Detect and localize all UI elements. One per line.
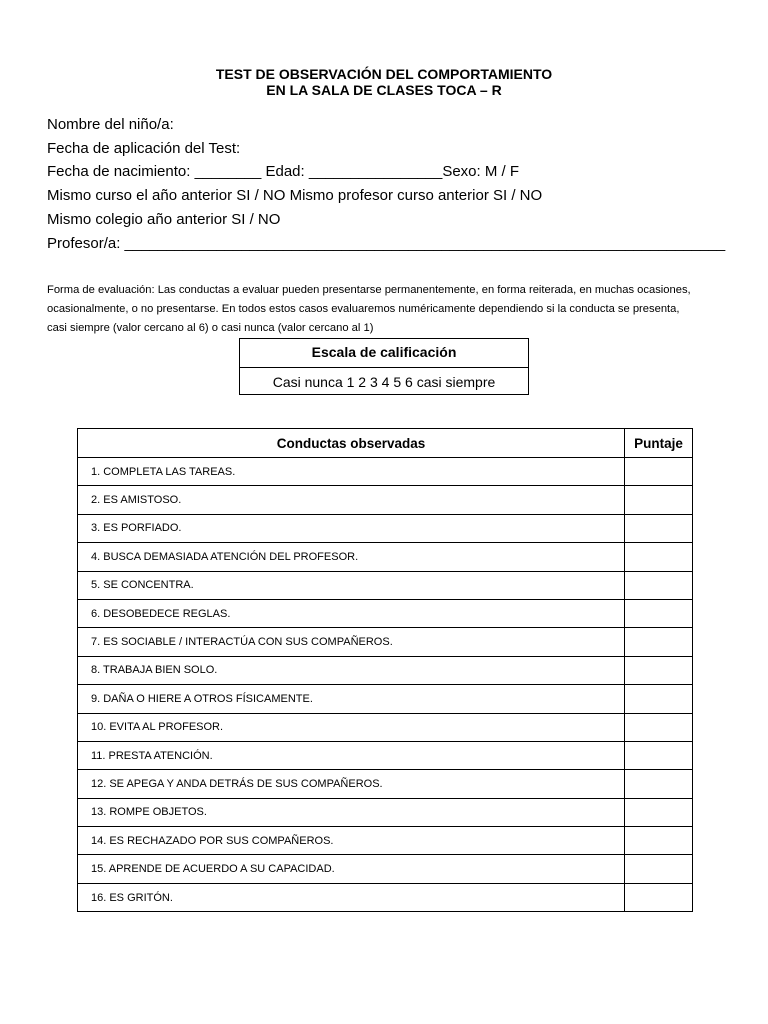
- behavior-text: 7. ES SOCIABLE / INTERACTÚA CON SUS COMPAÑEROS.: [78, 628, 625, 656]
- table-row: [78, 685, 693, 713]
- table-row: [78, 486, 693, 514]
- instructions-line-1: Forma de evaluación: Las conductas a evaluar pueden presentarse permanentemente, en forma reiterada, en muchas ocasiones,: [47, 284, 691, 296]
- evaluation-instructions: [47, 281, 737, 338]
- behavior-text: 11. PRESTA ATENCIÓN.: [78, 741, 625, 769]
- behavior-text: 9. DAÑA O HIERE A OTROS FÍSICAMENTE.: [78, 685, 625, 713]
- document-title-line-1: TEST DE OBSERVACIÓN DEL COMPORTAMIENTO: [215, 66, 553, 82]
- rating-scale-box: [239, 338, 529, 395]
- table-row: [78, 883, 693, 911]
- score-cell[interactable]: [625, 685, 693, 713]
- behavior-text: 2. ES AMISTOSO.: [78, 486, 625, 514]
- table-row: [78, 827, 693, 855]
- birth-date-age-sex-field: Fecha de nacimiento: ________ Edad: ________________Sexo: M / F: [47, 163, 520, 180]
- table-row: [78, 855, 693, 883]
- score-cell[interactable]: [625, 656, 693, 684]
- behavior-text: 3. ES PORFIADO.: [78, 514, 625, 542]
- test-date-field: Fecha de aplicación del Test:: [47, 140, 241, 157]
- table-row: [78, 543, 693, 571]
- table-row: [78, 656, 693, 684]
- instructions-line-3: casi siempre (valor cercano al 6) o casi nunca (valor cercano al 1): [47, 322, 374, 334]
- behavior-text: 4. BUSCA DEMASIADA ATENCIÓN DEL PROFESOR.: [78, 543, 625, 571]
- table-row: [78, 628, 693, 656]
- score-cell[interactable]: [625, 713, 693, 741]
- score-cell[interactable]: [625, 827, 693, 855]
- header-score: Puntaje: [625, 429, 693, 458]
- header-behaviors: Conductas observadas: [78, 429, 625, 458]
- rating-scale-values: Casi nunca 1 2 3 4 5 6 casi siempre: [272, 374, 496, 390]
- child-name-field: Nombre del niño/a:: [47, 116, 174, 133]
- behavior-text: 5. SE CONCENTRA.: [78, 571, 625, 599]
- teacher-field: Profesor/a: ________________________________________________________________________: [47, 235, 726, 252]
- behavior-text: 13. ROMPE OBJETOS.: [78, 798, 625, 826]
- same-school-field: Mismo colegio año anterior SI / NO: [47, 211, 281, 228]
- document-title-line-2: EN LA SALA DE CLASES TOCA – R: [266, 82, 502, 98]
- table-row: [78, 770, 693, 798]
- behavior-text: 6. DESOBEDECE REGLAS.: [78, 599, 625, 627]
- behavior-text: 1. COMPLETA LAS TAREAS.: [78, 458, 625, 486]
- behavior-text: 15. APRENDE DE ACUERDO A SU CAPACIDAD.: [78, 855, 625, 883]
- score-cell[interactable]: [625, 883, 693, 911]
- table-row: [78, 599, 693, 627]
- behavior-table: [77, 428, 693, 912]
- table-row: [78, 713, 693, 741]
- behavior-text: 16. ES GRITÓN.: [78, 883, 625, 911]
- score-cell[interactable]: [625, 458, 693, 486]
- score-cell[interactable]: [625, 543, 693, 571]
- score-cell[interactable]: [625, 741, 693, 769]
- score-cell[interactable]: [625, 599, 693, 627]
- table-row: [78, 571, 693, 599]
- behavior-text: 14. ES RECHAZADO POR SUS COMPAÑEROS.: [78, 827, 625, 855]
- table-row: [78, 458, 693, 486]
- score-cell[interactable]: [625, 628, 693, 656]
- rating-scale-header: Escala de calificación: [240, 339, 528, 368]
- table-row: [78, 741, 693, 769]
- score-cell[interactable]: [625, 770, 693, 798]
- score-cell[interactable]: [625, 855, 693, 883]
- behavior-text: 8. TRABAJA BIEN SOLO.: [78, 656, 625, 684]
- score-cell[interactable]: [625, 798, 693, 826]
- score-cell[interactable]: [625, 486, 693, 514]
- behavior-text: 10. EVITA AL PROFESOR.: [78, 713, 625, 741]
- behavior-text: 12. SE APEGA Y ANDA DETRÁS DE SUS COMPAÑEROS.: [78, 770, 625, 798]
- score-cell[interactable]: [625, 514, 693, 542]
- table-row: [78, 514, 693, 542]
- score-cell[interactable]: [625, 571, 693, 599]
- table-row: [78, 798, 693, 826]
- instructions-line-2: ocasionalmente, o no presentarse. En todos estos casos evaluaremos numéricamente dependiendo si la conducta se presenta,: [47, 303, 680, 315]
- table-header-row: [78, 429, 693, 458]
- same-course-field: Mismo curso el año anterior SI / NO Mismo profesor curso anterior SI / NO: [47, 187, 543, 204]
